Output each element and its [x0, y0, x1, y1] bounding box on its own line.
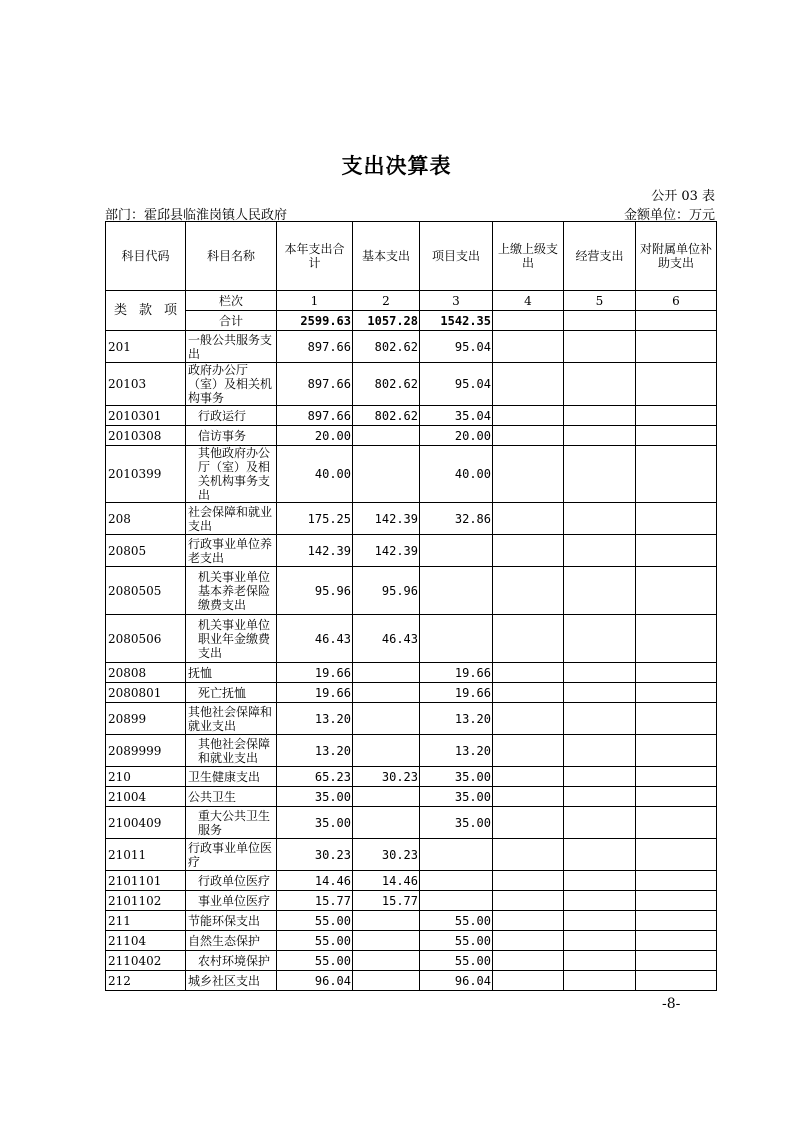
row-basic: 15.77: [353, 891, 420, 911]
page-number: -8-: [662, 996, 681, 1012]
row-name: 抚恤: [186, 663, 277, 683]
row-project: 13.20: [420, 703, 493, 735]
row-project: 95.04: [420, 331, 493, 363]
row-code: 201: [106, 331, 186, 363]
row-basic: [353, 683, 420, 703]
total-subsidiary: [636, 311, 717, 331]
row-upper: [493, 807, 564, 839]
row-subsidiary: [636, 931, 717, 951]
row-project: 19.66: [420, 683, 493, 703]
row-upper: [493, 426, 564, 446]
row-total: 142.39: [277, 535, 353, 567]
row-name: 行政运行: [186, 406, 277, 426]
row-subsidiary: [636, 503, 717, 535]
row-subsidiary: [636, 703, 717, 735]
row-code: 2110402: [106, 951, 186, 971]
form-number: 公开 03 表: [651, 189, 715, 204]
row-total: 20.00: [277, 426, 353, 446]
row-code: 2101102: [106, 891, 186, 911]
row-name: 死亡抚恤: [186, 683, 277, 703]
row-basic: 802.62: [353, 363, 420, 406]
row-upper: [493, 735, 564, 767]
total-project: 1542.35: [420, 311, 493, 331]
row-code: 2101101: [106, 871, 186, 891]
row-subsidiary: [636, 683, 717, 703]
row-total: 65.23: [277, 767, 353, 787]
row-subsidiary: [636, 446, 717, 503]
row-basic: 30.23: [353, 767, 420, 787]
row-total: 19.66: [277, 663, 353, 683]
row-project: 13.20: [420, 735, 493, 767]
table-row: [106, 891, 717, 911]
col-num-4: 4: [493, 291, 564, 311]
row-total: 96.04: [277, 971, 353, 991]
row-name: 社会保障和就业支出: [186, 503, 277, 535]
row-total: 46.43: [277, 615, 353, 663]
row-upper: [493, 787, 564, 807]
row-project: 32.86: [420, 503, 493, 535]
row-basic: 14.46: [353, 871, 420, 891]
row-name: 事业单位医疗: [186, 891, 277, 911]
row-code: 2080505: [106, 567, 186, 615]
table-row: [106, 735, 717, 767]
header-project: 项目支出: [420, 222, 493, 291]
row-business: [564, 663, 636, 683]
row-upper: [493, 971, 564, 991]
row-basic: [353, 787, 420, 807]
row-code: 21004: [106, 787, 186, 807]
row-total: 13.20: [277, 703, 353, 735]
row-basic: [353, 911, 420, 931]
row-basic: 30.23: [353, 839, 420, 871]
total-sum: 2599.63: [277, 311, 353, 331]
table-row: [106, 951, 717, 971]
row-basic: 142.39: [353, 535, 420, 567]
row-basic: 142.39: [353, 503, 420, 535]
row-total: 897.66: [277, 331, 353, 363]
row-project: 40.00: [420, 446, 493, 503]
table-row: [106, 871, 717, 891]
row-total: 35.00: [277, 787, 353, 807]
table-row: [106, 703, 717, 735]
row-subsidiary: [636, 426, 717, 446]
row-total: 95.96: [277, 567, 353, 615]
row-subsidiary: [636, 735, 717, 767]
row-project: [420, 535, 493, 567]
row-business: [564, 951, 636, 971]
row-project: 95.04: [420, 363, 493, 406]
col-num-5: 5: [564, 291, 636, 311]
row-business: [564, 703, 636, 735]
table-row: [106, 503, 717, 535]
row-business: [564, 971, 636, 991]
row-project: 35.00: [420, 767, 493, 787]
row-business: [564, 331, 636, 363]
row-name: 机关事业单位基本养老保险缴费支出: [186, 567, 277, 615]
row-code: 211: [106, 911, 186, 931]
row-project: [420, 615, 493, 663]
row-name: 农村环境保护: [186, 951, 277, 971]
row-business: [564, 931, 636, 951]
kind-lei: 类: [113, 302, 127, 318]
row-name: 自然生态保护: [186, 931, 277, 951]
table-row: [106, 331, 717, 363]
row-upper: [493, 331, 564, 363]
header-upper: 上缴上级支出: [493, 222, 564, 291]
row-code: 20899: [106, 703, 186, 735]
row-subsidiary: [636, 891, 717, 911]
row-business: [564, 911, 636, 931]
row-business: [564, 615, 636, 663]
row-business: [564, 891, 636, 911]
amount-unit-label: 金额单位：万元: [623, 208, 715, 223]
row-upper: [493, 703, 564, 735]
table-row: [106, 567, 717, 615]
row-project: 55.00: [420, 931, 493, 951]
row-project: [420, 871, 493, 891]
row-business: [564, 567, 636, 615]
header-row: [106, 222, 717, 291]
row-name: 行政单位医疗: [186, 871, 277, 891]
row-basic: [353, 446, 420, 503]
row-basic: 46.43: [353, 615, 420, 663]
row-total: 30.23: [277, 839, 353, 871]
row-code: 2100409: [106, 807, 186, 839]
row-upper: [493, 767, 564, 787]
row-subsidiary: [636, 363, 717, 406]
row-subsidiary: [636, 951, 717, 971]
row-business: [564, 503, 636, 535]
col-num-1: 1: [277, 291, 353, 311]
row-name: 其他政府办公厅（室）及相关机构事务支出: [186, 446, 277, 503]
row-upper: [493, 503, 564, 535]
row-upper: [493, 663, 564, 683]
header-basic: 基本支出: [353, 222, 420, 291]
row-business: [564, 446, 636, 503]
row-code: 20805: [106, 535, 186, 567]
row-basic: [353, 703, 420, 735]
row-business: [564, 871, 636, 891]
row-subsidiary: [636, 331, 717, 363]
table-row: [106, 931, 717, 951]
row-total: 35.00: [277, 807, 353, 839]
row-upper: [493, 871, 564, 891]
row-project: 20.00: [420, 426, 493, 446]
table-row: [106, 406, 717, 426]
row-code: 208: [106, 503, 186, 535]
table-row: [106, 363, 717, 406]
row-basic: [353, 931, 420, 951]
row-total: 55.00: [277, 911, 353, 931]
table-row: [106, 839, 717, 871]
table-row: [106, 683, 717, 703]
row-project: [420, 839, 493, 871]
row-upper: [493, 363, 564, 406]
row-total: 897.66: [277, 406, 353, 426]
table-row: [106, 767, 717, 787]
total-label: 合计: [186, 311, 277, 331]
row-upper: [493, 931, 564, 951]
row-project: 55.00: [420, 951, 493, 971]
total-row: [106, 311, 717, 331]
table-row: [106, 971, 717, 991]
page-title: 支出决算表: [341, 154, 452, 178]
row-code: 2010399: [106, 446, 186, 503]
row-business: [564, 535, 636, 567]
row-name: 卫生健康支出: [186, 767, 277, 787]
table-row: [106, 787, 717, 807]
row-project: 35.00: [420, 807, 493, 839]
row-project: 19.66: [420, 663, 493, 683]
row-code: 212: [106, 971, 186, 991]
row-business: [564, 426, 636, 446]
row-upper: [493, 567, 564, 615]
row-business: [564, 683, 636, 703]
row-upper: [493, 891, 564, 911]
row-subsidiary: [636, 971, 717, 991]
col-num-3: 3: [420, 291, 493, 311]
row-code: 2080801: [106, 683, 186, 703]
row-project: 35.04: [420, 406, 493, 426]
row-upper: [493, 446, 564, 503]
header-subsidiary: 对附属单位补助支出: [636, 222, 717, 291]
table-row: [106, 807, 717, 839]
row-subsidiary: [636, 663, 717, 683]
row-name: 行政事业单位养老支出: [186, 535, 277, 567]
row-code: 2089999: [106, 735, 186, 767]
row-total: 15.77: [277, 891, 353, 911]
kind-xiang: 项: [163, 302, 177, 318]
row-code: 210: [106, 767, 186, 787]
row-business: [564, 767, 636, 787]
row-basic: [353, 663, 420, 683]
kind-kuan: 款: [138, 302, 152, 318]
header-name: 科目名称: [186, 222, 277, 291]
row-basic: 95.96: [353, 567, 420, 615]
row-business: [564, 787, 636, 807]
header-total: 本年支出合计: [277, 222, 353, 291]
row-business: [564, 406, 636, 426]
row-upper: [493, 615, 564, 663]
table-row: [106, 911, 717, 931]
row-name: 其他社会保障和就业支出: [186, 703, 277, 735]
row-code: 21104: [106, 931, 186, 951]
row-name: 其他社会保障和就业支出: [186, 735, 277, 767]
row-project: 35.00: [420, 787, 493, 807]
row-name: 信访事务: [186, 426, 277, 446]
row-code: 20103: [106, 363, 186, 406]
row-business: [564, 839, 636, 871]
table-row: [106, 426, 717, 446]
table-row: [106, 446, 717, 503]
column-number-row: [106, 291, 717, 311]
total-upper: [493, 311, 564, 331]
header-code: 科目代码: [106, 222, 186, 291]
row-business: [564, 807, 636, 839]
row-basic: [353, 426, 420, 446]
row-business: [564, 735, 636, 767]
row-subsidiary: [636, 615, 717, 663]
row-upper: [493, 683, 564, 703]
row-basic: [353, 735, 420, 767]
row-upper: [493, 839, 564, 871]
table-row: [106, 615, 717, 663]
row-subsidiary: [636, 839, 717, 871]
row-upper: [493, 406, 564, 426]
col-num-6: 6: [636, 291, 717, 311]
row-basic: [353, 807, 420, 839]
row-total: 55.00: [277, 951, 353, 971]
row-total: 175.25: [277, 503, 353, 535]
row-project: 96.04: [420, 971, 493, 991]
row-business: [564, 363, 636, 406]
row-basic: 802.62: [353, 406, 420, 426]
total-basic: 1057.28: [353, 311, 420, 331]
row-basic: [353, 951, 420, 971]
column-label: 栏次: [186, 291, 277, 311]
row-name: 公共卫生: [186, 787, 277, 807]
row-subsidiary: [636, 871, 717, 891]
row-subsidiary: [636, 787, 717, 807]
row-total: 897.66: [277, 363, 353, 406]
row-subsidiary: [636, 767, 717, 787]
row-subsidiary: [636, 807, 717, 839]
row-code: 21011: [106, 839, 186, 871]
row-project: [420, 567, 493, 615]
total-business: [564, 311, 636, 331]
row-basic: 802.62: [353, 331, 420, 363]
row-total: 55.00: [277, 931, 353, 951]
row-subsidiary: [636, 567, 717, 615]
row-name: 机关事业单位职业年金缴费支出: [186, 615, 277, 663]
row-subsidiary: [636, 535, 717, 567]
row-project: 55.00: [420, 911, 493, 931]
table-row: [106, 535, 717, 567]
kind-cell: [106, 291, 186, 331]
row-upper: [493, 535, 564, 567]
row-name: 节能环保支出: [186, 911, 277, 931]
row-project: [420, 891, 493, 911]
row-subsidiary: [636, 911, 717, 931]
row-code: 2010301: [106, 406, 186, 426]
expenditure-table: [105, 221, 717, 991]
table-row: [106, 663, 717, 683]
header-business: 经营支出: [564, 222, 636, 291]
row-total: 40.00: [277, 446, 353, 503]
row-name: 城乡社区支出: [186, 971, 277, 991]
department-label: 部门：霍邱县临淮岗镇人民政府: [105, 208, 288, 223]
row-upper: [493, 911, 564, 931]
row-basic: [353, 971, 420, 991]
row-name: 一般公共服务支出: [186, 331, 277, 363]
col-num-2: 2: [353, 291, 420, 311]
row-code: 20808: [106, 663, 186, 683]
row-name: 重大公共卫生服务: [186, 807, 277, 839]
row-name: 行政事业单位医疗: [186, 839, 277, 871]
row-total: 13.20: [277, 735, 353, 767]
row-code: 2010308: [106, 426, 186, 446]
row-total: 14.46: [277, 871, 353, 891]
row-upper: [493, 951, 564, 971]
row-name: 政府办公厅（室）及相关机构事务: [186, 363, 277, 406]
row-code: 2080506: [106, 615, 186, 663]
row-total: 19.66: [277, 683, 353, 703]
row-subsidiary: [636, 406, 717, 426]
